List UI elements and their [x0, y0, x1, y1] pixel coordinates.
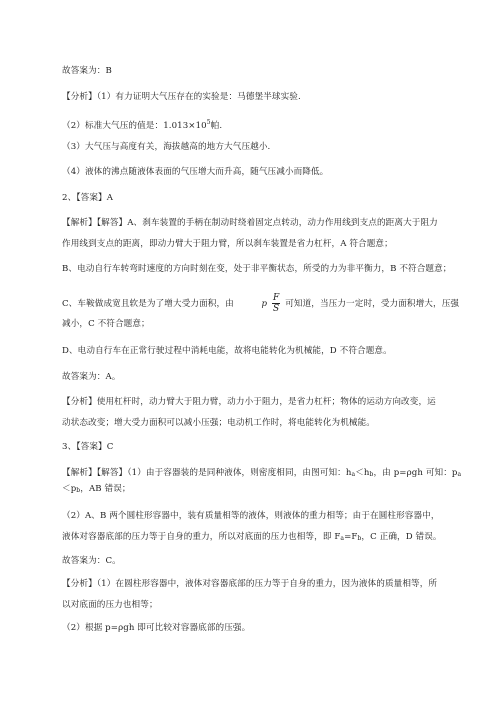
- solution-c: [62, 293, 460, 314]
- text: ＜p: [62, 484, 77, 494]
- answer-line-2: 故答案为：A。: [62, 372, 121, 382]
- text: ＜h: [355, 468, 370, 478]
- fraction-numerator: F: [273, 293, 280, 303]
- subscript: a: [351, 471, 356, 478]
- answer-line-3: 故答案为：C。: [62, 556, 121, 566]
- solution-3-part-1-cont: [62, 484, 442, 496]
- text: ，由 p=ρgh 可知：p: [373, 468, 458, 478]
- text: 可知道，当压力一定时，受力面积增大，压强: [285, 299, 460, 309]
- text: （2）标准大气压的值是：1.013×10: [62, 121, 207, 131]
- analysis-3-point-2: （2）根据 p=ρgh 即可比较对容器底部的压强。: [62, 623, 251, 633]
- fraction-denominator: S: [273, 304, 280, 314]
- text: （2）A、B 两个圆柱形容器中，装有质量相等的液体，则液体的重力相等；由于在圆柱形容器中，液体对容器底部的压力等于自身的重力，所以对底面的压力也相等，即 F: [62, 511, 440, 542]
- analysis-point-4: （4）液体的沸点随液体表面的气压增大而升高，随气压减小而降低。: [62, 167, 329, 177]
- solution-c-cont: 减小，C 不符合题意；: [62, 319, 150, 329]
- text: C、车鞍做成宽且软是为了增大受力面积，由: [62, 299, 234, 309]
- solution-3-part-2: [62, 506, 442, 549]
- exponent: 5: [206, 119, 211, 126]
- subscript: b: [357, 535, 362, 542]
- text: 【解析】【解答】（1）由于容器装的是同种液体，则密度相同，由图可知：h: [62, 468, 352, 478]
- subscript: b: [369, 471, 374, 478]
- pressure-formula: [272, 293, 280, 314]
- solution-a: 【解析】【解答】A、刹车装置的手柄在制动时绕着固定点转动，动力作用线到支点的距离大于阻力作用线到支点的距离，即动力臂大于阻力臂，所以刹车装置是省力杠杆，A 符合题意；: [62, 218, 438, 249]
- analysis-point-2: [62, 117, 442, 132]
- answer-line-1: 故答案为：B: [62, 66, 112, 76]
- analysis-3-point-1: 【分析】（1）在圆柱形容器中，液体对容器底部的压力等于自身的重力，因为液体的质量相等，所以对底面的压力也相等；: [62, 579, 438, 610]
- text: ，C 正确，D 错误。: [361, 532, 442, 542]
- analysis-point-3: （3）大气压与高度有关，海拔越高的地方大气压越小.: [62, 142, 271, 152]
- analysis-2: 【分析】使用杠杆时，动力臂大于阻力臂，动力小于阻力，是省力杠杆；物体的运动方向改变，运动状态改变；增大受力面积可以减小压强；电动机工作时，将电能转化为机械能。: [62, 397, 436, 428]
- solution-b: B、电动自行车转弯时速度的方向时刻在变，处于非平衡状态，所受的力为非平衡力，B 不符合题意；: [62, 264, 452, 274]
- solution-d: D、电动自行车在正常行驶过程中消耗电能，故将电能转化为机械能，D 不符合题意。: [62, 346, 392, 356]
- analysis-heading-1: 【分析】（1）有力证明大气压存在的实验是：马德堡半球实验.: [62, 92, 301, 102]
- pressure-symbol: p: [261, 299, 268, 309]
- text: 帕.: [210, 121, 223, 131]
- solution-3-part-1: [62, 468, 462, 480]
- question-3-answer: 3、【答案】C: [62, 442, 114, 452]
- subscript: a: [457, 471, 462, 478]
- text: ，AB 错误；: [80, 484, 131, 494]
- subscript: b: [76, 487, 81, 494]
- text: =F: [344, 532, 358, 542]
- question-2-answer: 2、【答案】A: [62, 193, 114, 203]
- subscript: a: [340, 535, 345, 542]
